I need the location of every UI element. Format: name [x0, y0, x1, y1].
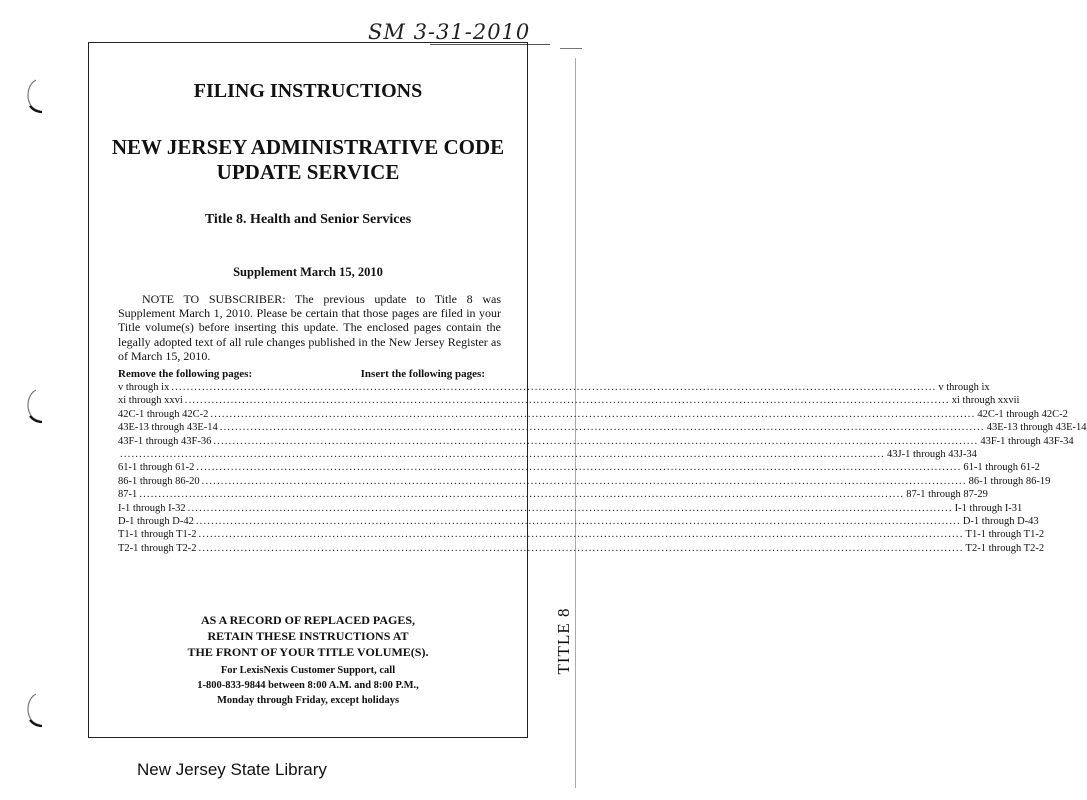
insert-pages-cell: T2-1 through T2-2 [965, 542, 1045, 554]
table-row [118, 448, 977, 461]
handwritten-date-note: SM 3-31-2010 [368, 20, 531, 44]
dot-leader: ........................................................................................................................................................................................................ [210, 408, 976, 420]
table-row [118, 515, 1039, 528]
remove-pages-cell: 87-1 [118, 489, 138, 501]
record-line-2: RETAIN THESE INSTRUCTIONS AT [207, 629, 409, 643]
table-row [118, 408, 1068, 421]
remove-pages-cell: 86-1 through 86-20 [118, 475, 200, 487]
insert-pages-cell: D-1 through D-43 [962, 515, 1039, 527]
dot-leader: ........................................................................................................................................................................................................ [219, 422, 985, 434]
table-rows [118, 381, 1087, 555]
table-row [118, 461, 1040, 474]
dot-leader: ........................................................................................................................................................................................................ [171, 382, 937, 393]
table-row [118, 435, 1074, 448]
insert-pages-cell: 43F-1 through 43F-34 [980, 435, 1074, 447]
library-stamp: New Jersey State Library [137, 760, 327, 779]
remove-pages-cell: 61-1 through 61-2 [118, 462, 195, 474]
remove-pages-cell: T2-1 through T2-2 [118, 542, 197, 554]
dot-leader: ........................................................................................................................................................................................................ [184, 395, 950, 407]
insert-pages-cell: v through ix [938, 382, 990, 393]
supplement-date: Supplement March 15, 2010 [233, 265, 383, 279]
record-line-3: THE FRONT OF YOUR TITLE VOLUME(S). [187, 645, 429, 659]
punch-hole-top [22, 78, 44, 114]
table-row [118, 542, 1045, 555]
note-to-subscriber [118, 292, 501, 363]
table-row [118, 488, 988, 501]
dot-leader: ........................................................................................................................................................................................................ [198, 529, 964, 541]
insert-pages-cell: I-1 through I-31 [954, 502, 1023, 514]
remove-pages-cell: v through ix [118, 382, 170, 393]
remove-pages-cell: 42C-1 through 42C-2 [118, 408, 209, 420]
dot-leader: ........................................................................................................................................................................................................ [187, 502, 953, 514]
insert-pages-cell: 86-1 through 86-19 [968, 475, 1051, 487]
table-row [118, 502, 1023, 515]
table-header [118, 368, 485, 381]
remove-pages-cell: 43E-13 through 43E-14 [118, 422, 218, 434]
insert-pages-cell: 61-1 through 61-2 [963, 462, 1040, 474]
title-heading: Title 8. Health and Senior Services [204, 212, 412, 227]
remove-pages-cell: T1-1 through T1-2 [118, 529, 197, 541]
dot-leader: ........................................................................................................................................................................................................ [196, 462, 962, 474]
page-replacement-table [118, 368, 1087, 555]
insert-pages-cell: 43J-1 through 43J-34 [887, 448, 977, 460]
remove-pages-cell: D-1 through D-42 [118, 515, 194, 527]
dot-leader: ........................................................................................................................................................................................................ [139, 489, 905, 501]
insert-pages-cell: xi through xxvii [951, 395, 1020, 407]
side-tab-label: TITLE 8 [554, 607, 573, 675]
code-title-line2: UPDATE SERVICE [216, 160, 400, 184]
dot-leader: ........................................................................................................................................................................................................ [201, 475, 967, 487]
remove-pages-cell: 43F-1 through 43F-36 [118, 435, 212, 447]
table-row [118, 381, 990, 394]
punch-hole-bottom [22, 692, 44, 728]
table-row [118, 421, 1087, 434]
support-line-1: For LexisNexis Customer Support, call [220, 665, 396, 676]
remove-pages-cell: xi through xxvi [118, 395, 183, 407]
insert-pages-cell: 43E-13 through 43E-14 [986, 422, 1087, 434]
filing-instructions-heading: FILING INSTRUCTIONS [193, 80, 423, 102]
dot-leader: ........................................................................................................................................................................................................ [120, 448, 885, 460]
code-title-line1: NEW JERSEY ADMINISTRATIVE CODE [111, 135, 505, 159]
insert-pages-cell: T1-1 through T1-2 [965, 529, 1045, 541]
dot-leader: ........................................................................................................................................................................................................ [198, 542, 964, 554]
insert-pages-cell: 42C-1 through 42C-2 [977, 408, 1068, 420]
table-row [118, 475, 1051, 488]
note-text: NOTE TO SUBSCRIBER: The previous update to Title 8 was Supplement March 1, 2010. Please be certain that those pages are filed in your Title volume(s) before inserting this update. The enclosed pages contain the legally adopted text of all rule changes published in the New Jersey Register as of March 15, 2010. [118, 292, 501, 363]
top-edge-mark [560, 48, 582, 49]
insert-pages-cell: 87-1 through 87-29 [906, 489, 988, 501]
support-line-2: 1-800-833-9844 between 8:00 A.M. and 8:00 P.M., [197, 680, 419, 691]
dot-leader: ........................................................................................................................................................................................................ [195, 515, 961, 527]
remove-pages-cell: I-1 through I-32 [118, 502, 186, 514]
table-row [118, 394, 1020, 407]
table-row [118, 528, 1045, 541]
dot-leader: ........................................................................................................................................................................................................ [213, 435, 979, 447]
insert-pages-header: Insert the following pages: [360, 368, 485, 380]
remove-pages-header: Remove the following pages: [118, 368, 253, 380]
punch-hole-middle [22, 388, 44, 424]
support-line-3: Monday through Friday, except holidays [216, 695, 400, 706]
record-line-1: AS A RECORD OF REPLACED PAGES, [200, 613, 416, 627]
